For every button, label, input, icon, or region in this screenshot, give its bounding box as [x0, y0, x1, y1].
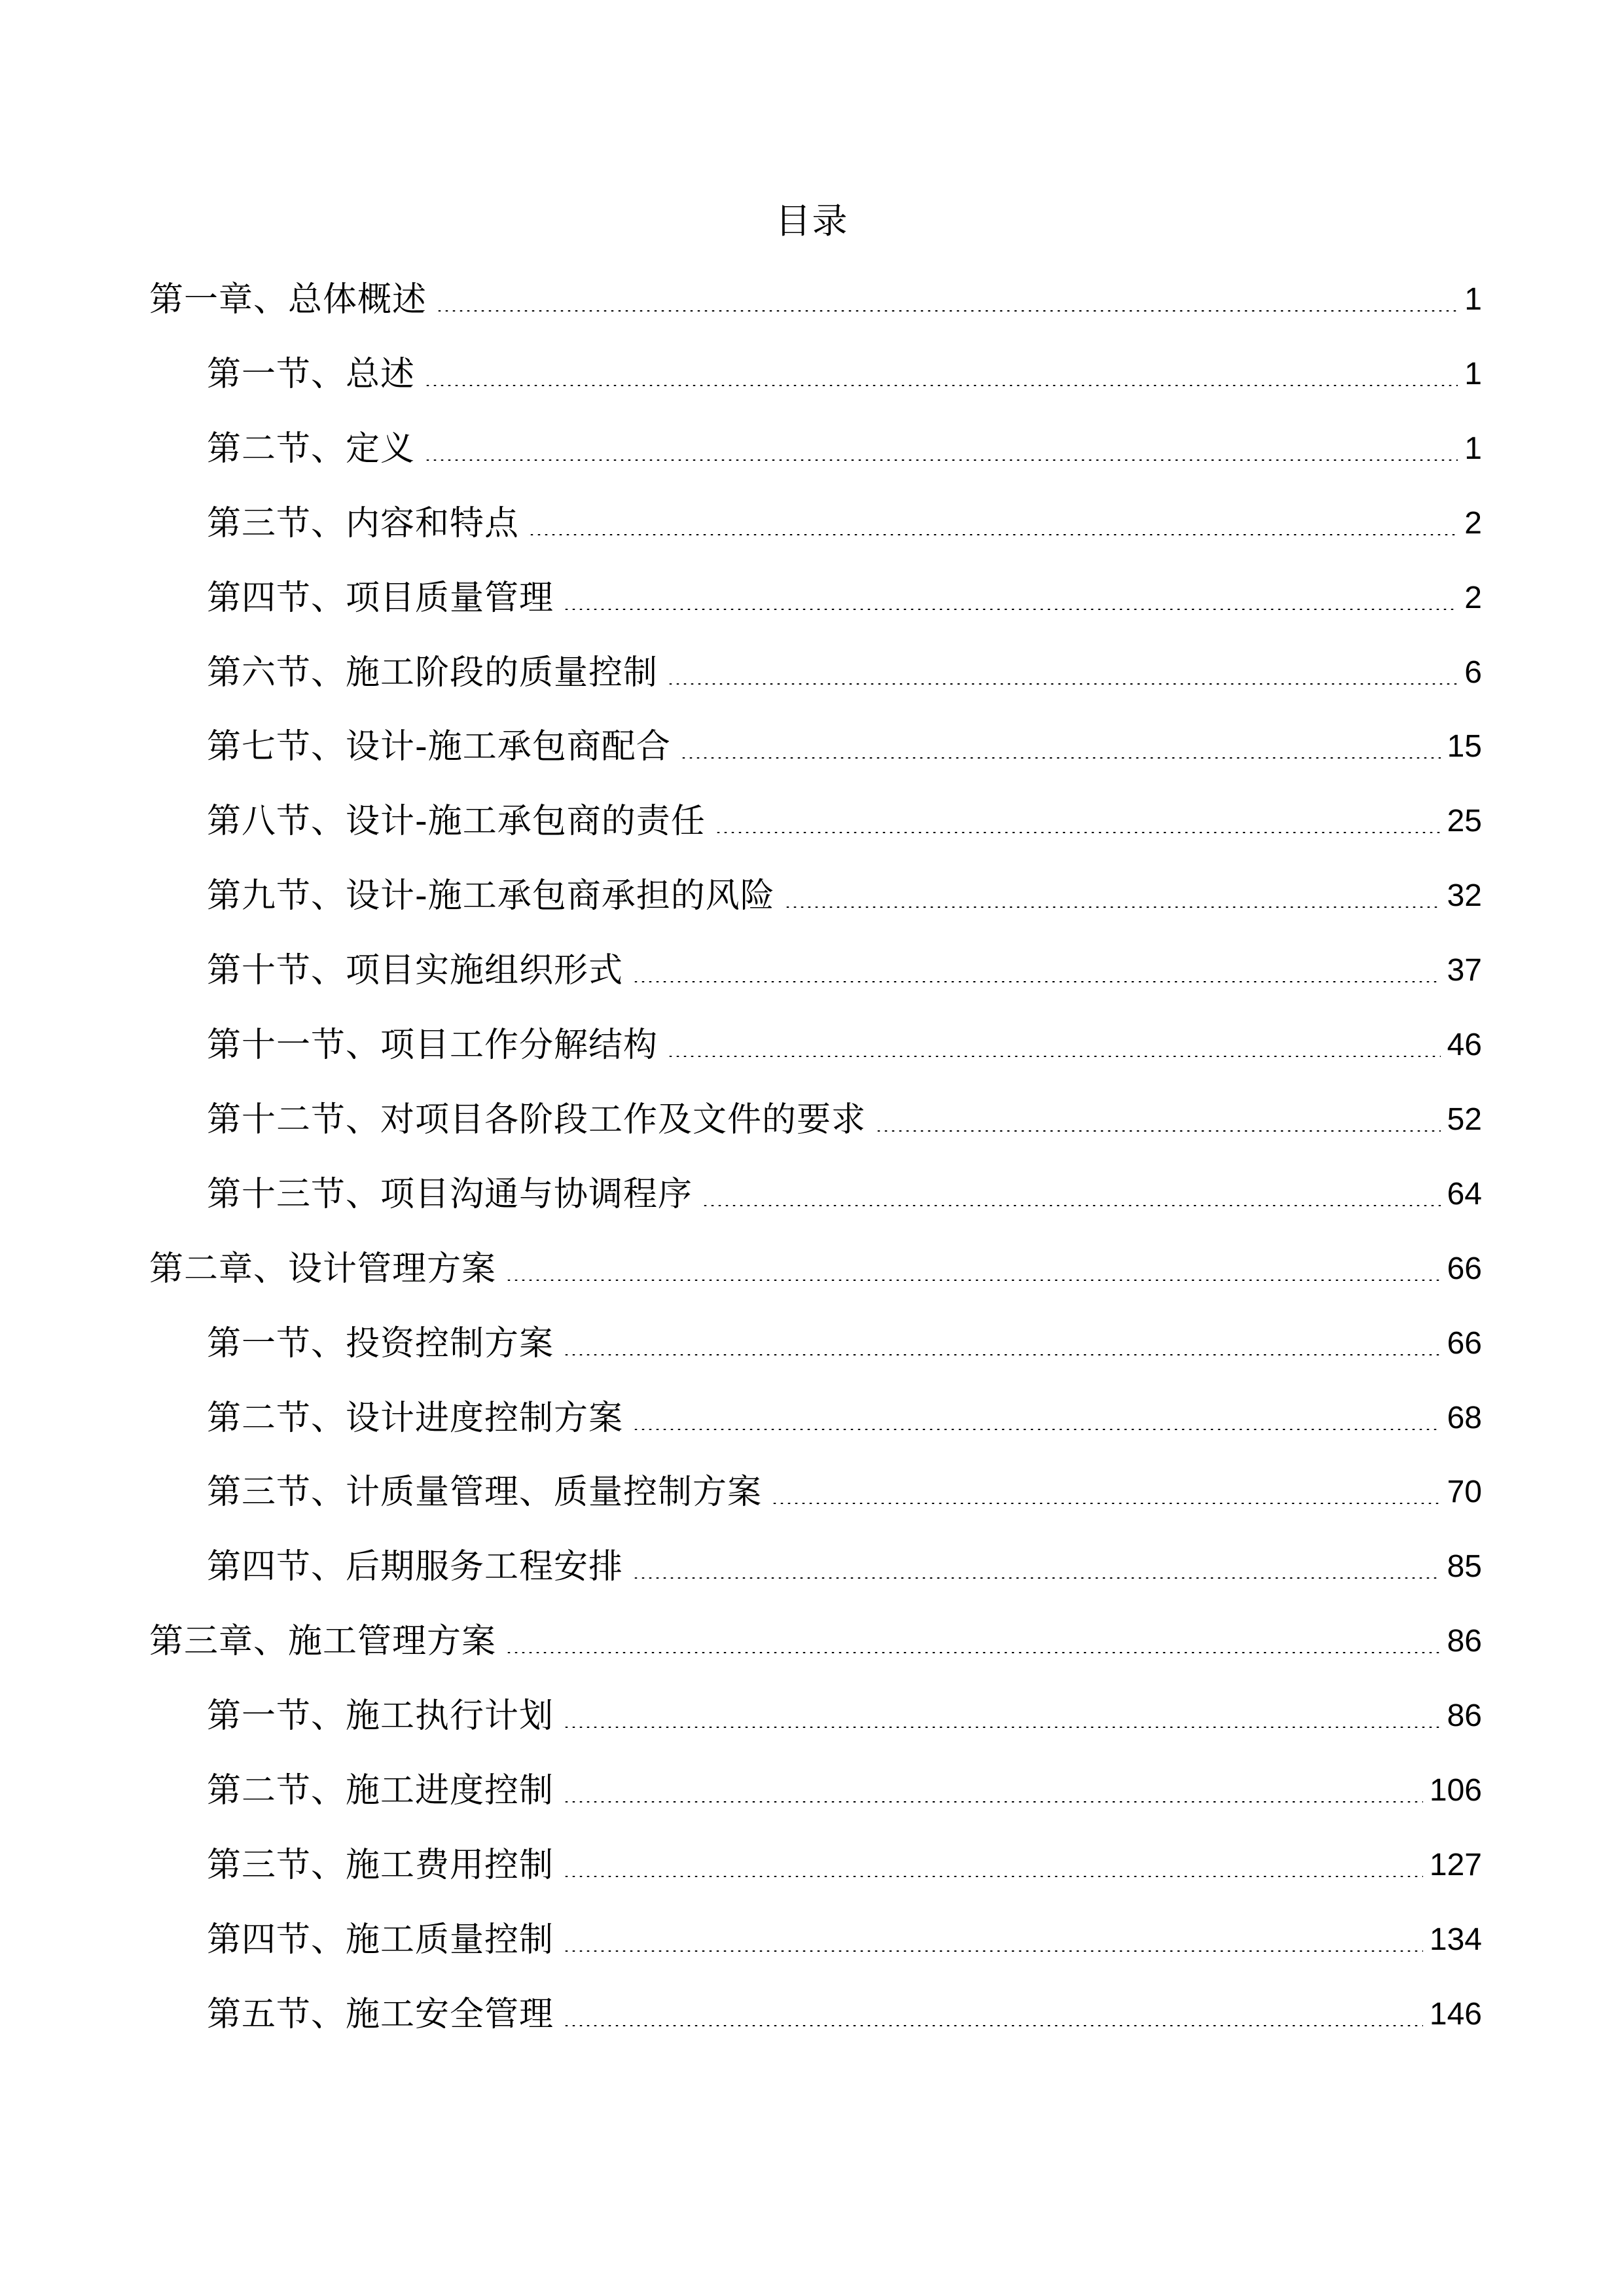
toc-title: 目录 [775, 200, 849, 242]
toc-entry-text: 第四节、项目质量管理 [207, 579, 554, 618]
dot-leader [632, 1429, 1441, 1430]
toc-entry-text: 第一节、投资控制方案 [207, 1324, 554, 1363]
dot-leader [563, 1876, 1423, 1877]
toc-entry-text: 第三节、计质量管理、质量控制方案 [207, 1473, 763, 1512]
toc-page-number: 37 [1447, 953, 1482, 988]
dot-leader [680, 757, 1441, 759]
dot-leader [424, 459, 1458, 461]
dot-leader [715, 832, 1441, 833]
toc-entry-text: 第二章、设计管理方案 [149, 1249, 497, 1289]
toc-page-number: 1 [1464, 431, 1482, 466]
toc-entry[interactable] [207, 1914, 1482, 1966]
toc-entry-text: 第二节、定义 [207, 429, 416, 469]
toc-entry-text: 第十二节、对项目各阶段工作及文件的要求 [207, 1100, 867, 1139]
toc-entry-text: 第四节、后期服务工程安排 [207, 1547, 624, 1587]
toc-entry[interactable] [207, 572, 1482, 624]
toc-entry[interactable] [207, 1318, 1482, 1370]
toc-page-number: 70 [1447, 1475, 1482, 1509]
toc-page-number: 86 [1447, 1624, 1482, 1659]
toc-entry[interactable] [207, 1839, 1482, 1892]
toc-entry[interactable] [207, 1765, 1482, 1817]
toc-entry-text: 第十一节、项目工作分解结构 [207, 1026, 659, 1065]
toc-page-number: 15 [1447, 729, 1482, 764]
dot-leader [784, 906, 1441, 908]
toc-entry-text: 第四节、施工质量控制 [207, 1920, 554, 1960]
dot-leader [563, 1950, 1423, 1952]
dot-leader [875, 1130, 1441, 1132]
toc-entry[interactable] [207, 1019, 1482, 1071]
dot-leader [563, 1801, 1423, 1803]
dot-leader [667, 683, 1458, 685]
toc-page-number: 1 [1464, 357, 1482, 391]
toc-entry-text: 第七节、设计-施工承包商配合 [207, 727, 671, 766]
dot-leader [563, 2025, 1423, 2026]
toc-entry[interactable] [207, 1690, 1482, 1742]
toc-entry-text: 第八节、设计-施工承包商的责任 [207, 802, 706, 841]
toc-page-number: 68 [1447, 1401, 1482, 1435]
toc-page-number: 85 [1447, 1549, 1482, 1584]
dot-leader [632, 1577, 1441, 1579]
toc-entry[interactable] [207, 1466, 1482, 1518]
toc-entry[interactable] [207, 1168, 1482, 1221]
toc-page-number: 1 [1464, 282, 1482, 317]
dot-leader [424, 385, 1458, 386]
toc-entry-text: 第三章、施工管理方案 [149, 1622, 497, 1661]
toc-entry-text: 第二节、设计进度控制方案 [207, 1399, 624, 1438]
toc-page-number: 66 [1447, 1251, 1482, 1286]
toc-page-number: 2 [1464, 581, 1482, 615]
toc-entry[interactable] [149, 1243, 1482, 1295]
toc-page-number: 6 [1464, 655, 1482, 690]
toc-entry[interactable] [207, 795, 1482, 848]
toc-entry-text: 第一节、施工执行计划 [207, 1696, 554, 1736]
toc-entry-text: 第一章、总体概述 [149, 280, 427, 319]
dot-leader [667, 1056, 1441, 1057]
toc-page-number: 46 [1447, 1028, 1482, 1062]
toc-entry[interactable] [207, 497, 1482, 550]
toc-entry[interactable] [207, 348, 1482, 401]
toc-page-number: 106 [1429, 1773, 1482, 1808]
toc-entry-text: 第十节、项目实施组织形式 [207, 951, 624, 990]
dot-leader [563, 609, 1458, 610]
toc-entry[interactable] [207, 647, 1482, 699]
dot-leader [632, 981, 1441, 982]
dot-leader [528, 534, 1458, 535]
toc-entry[interactable] [207, 944, 1482, 997]
toc-entry[interactable] [207, 870, 1482, 922]
toc-page-number: 127 [1429, 1848, 1482, 1882]
toc-page-number: 25 [1447, 804, 1482, 838]
dot-leader [505, 1280, 1441, 1281]
toc-entry-text: 第二节、施工进度控制 [207, 1771, 554, 1810]
toc-entry-text: 第五节、施工安全管理 [207, 1995, 554, 2034]
toc-page-number: 2 [1464, 506, 1482, 541]
toc-entry-text: 第九节、设计-施工承包商承担的风险 [207, 876, 775, 916]
dot-leader [702, 1205, 1441, 1206]
dot-leader [771, 1503, 1441, 1504]
dot-leader [505, 1652, 1441, 1653]
toc-entry[interactable] [207, 423, 1482, 475]
toc-entry[interactable] [149, 1615, 1482, 1668]
toc-page-number: 134 [1429, 1922, 1482, 1957]
toc-entry-text: 第六节、施工阶段的质量控制 [207, 653, 659, 692]
toc-page-number: 66 [1447, 1326, 1482, 1361]
toc-page-number: 52 [1447, 1102, 1482, 1137]
dot-leader [563, 1727, 1441, 1728]
toc-entry[interactable] [207, 1392, 1482, 1444]
dot-leader [563, 1354, 1441, 1355]
toc-entry[interactable] [207, 1541, 1482, 1593]
toc-entry-text: 第一节、总述 [207, 355, 416, 394]
toc-entry[interactable] [207, 1988, 1482, 2041]
toc-entry-text: 第三节、内容和特点 [207, 504, 520, 543]
toc-page-number: 64 [1447, 1177, 1482, 1211]
toc-page-number: 32 [1447, 878, 1482, 913]
toc-page-number: 86 [1447, 1698, 1482, 1733]
toc-entry[interactable] [207, 721, 1482, 773]
toc-entry-text: 第十三节、项目沟通与协调程序 [207, 1175, 693, 1214]
toc-entry[interactable] [207, 1094, 1482, 1146]
toc-entry[interactable] [149, 274, 1482, 326]
toc-entry-text: 第三节、施工费用控制 [207, 1846, 554, 1885]
dot-leader [436, 310, 1458, 312]
toc-page-number: 146 [1429, 1997, 1482, 2032]
